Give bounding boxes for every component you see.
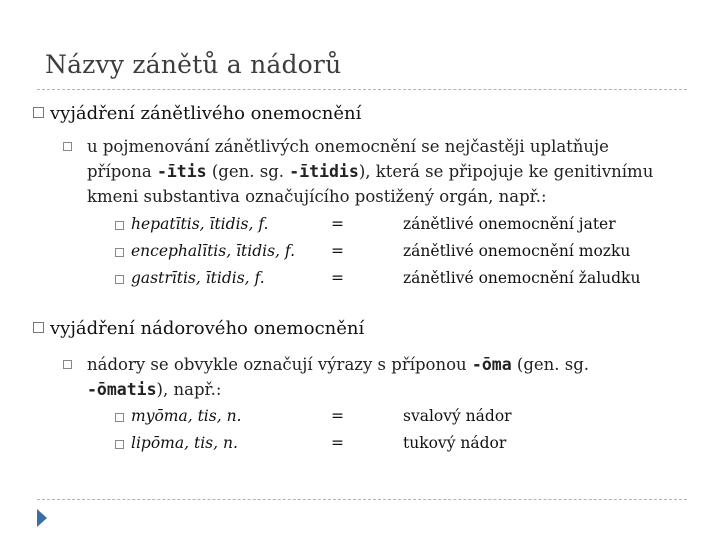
inflammation-paragraph [87,134,687,209]
paragraph-text: nádory se obvykle označují výrazy s příponou [87,355,472,374]
equals-sign: = [331,215,344,233]
suffix-itidis: -ītidis [289,162,359,181]
paragraph-text: ), která se připojuje ke genitivnímu [358,162,654,181]
paragraph-line: kmeni substantiva označujícího postižený orgán, např.: [87,187,547,206]
term-meaning: svalový nádor [403,407,512,425]
term-meaning: tukový nádor [403,434,507,452]
checkbox-bullet-icon [115,413,124,422]
top-divider [37,89,687,90]
paragraph-line [87,352,687,377]
latin-term: gastrītis, ītidis, f. [131,269,265,287]
section-heading-text: vyjádření nádorového onemocnění [50,318,365,339]
term-meaning: zánětlivé onemocnění mozku [403,242,631,260]
paragraph-text: (gen. sg. [206,162,290,181]
checkbox-bullet-icon [115,275,124,284]
paragraph-text: přípona [87,162,157,181]
checkbox-bullet-icon [63,142,72,151]
checkbox-bullet-icon [115,440,124,449]
latin-term: hepatītis, ītidis, f. [131,215,269,233]
suffix-omatis: -ōmatis [87,380,157,399]
paragraph-line [87,377,687,402]
checkbox-bullet-icon [115,221,124,230]
latin-term: myōma, tis, n. [131,407,242,425]
checkbox-bullet-icon [33,322,44,333]
checkbox-bullet-icon [115,248,124,257]
nav-arrow-icon[interactable] [37,509,47,527]
section-heading-tumor [33,318,364,339]
tumor-paragraph [87,352,687,402]
paragraph-text: ), např.: [156,380,222,399]
equals-sign: = [331,242,344,260]
latin-term: lipōma, tis, n. [131,434,238,452]
equals-sign: = [331,434,344,452]
checkbox-bullet-icon [33,107,44,118]
section-heading-text: vyjádření zánětlivého onemocnění [50,103,362,124]
checkbox-bullet-icon [63,360,72,369]
term-meaning: zánětlivé onemocnění žaludku [403,269,641,287]
page-title: Názvy zánětů a nádorů [45,50,342,79]
latin-term: encephalītis, ītidis, f. [131,242,296,260]
suffix-itis: -ītis [156,162,207,181]
section-heading-inflammation [33,103,361,124]
term-meaning: zánětlivé onemocnění jater [403,215,616,233]
suffix-oma: -ōma [471,355,512,374]
paragraph-line [87,159,687,184]
equals-sign: = [331,407,344,425]
paragraph-text: (gen. sg. [511,355,590,374]
equals-sign: = [331,269,344,287]
paragraph-line: u pojmenování zánětlivých onemocnění se nejčastěji uplatňuje [87,137,609,156]
bottom-divider [37,499,687,500]
